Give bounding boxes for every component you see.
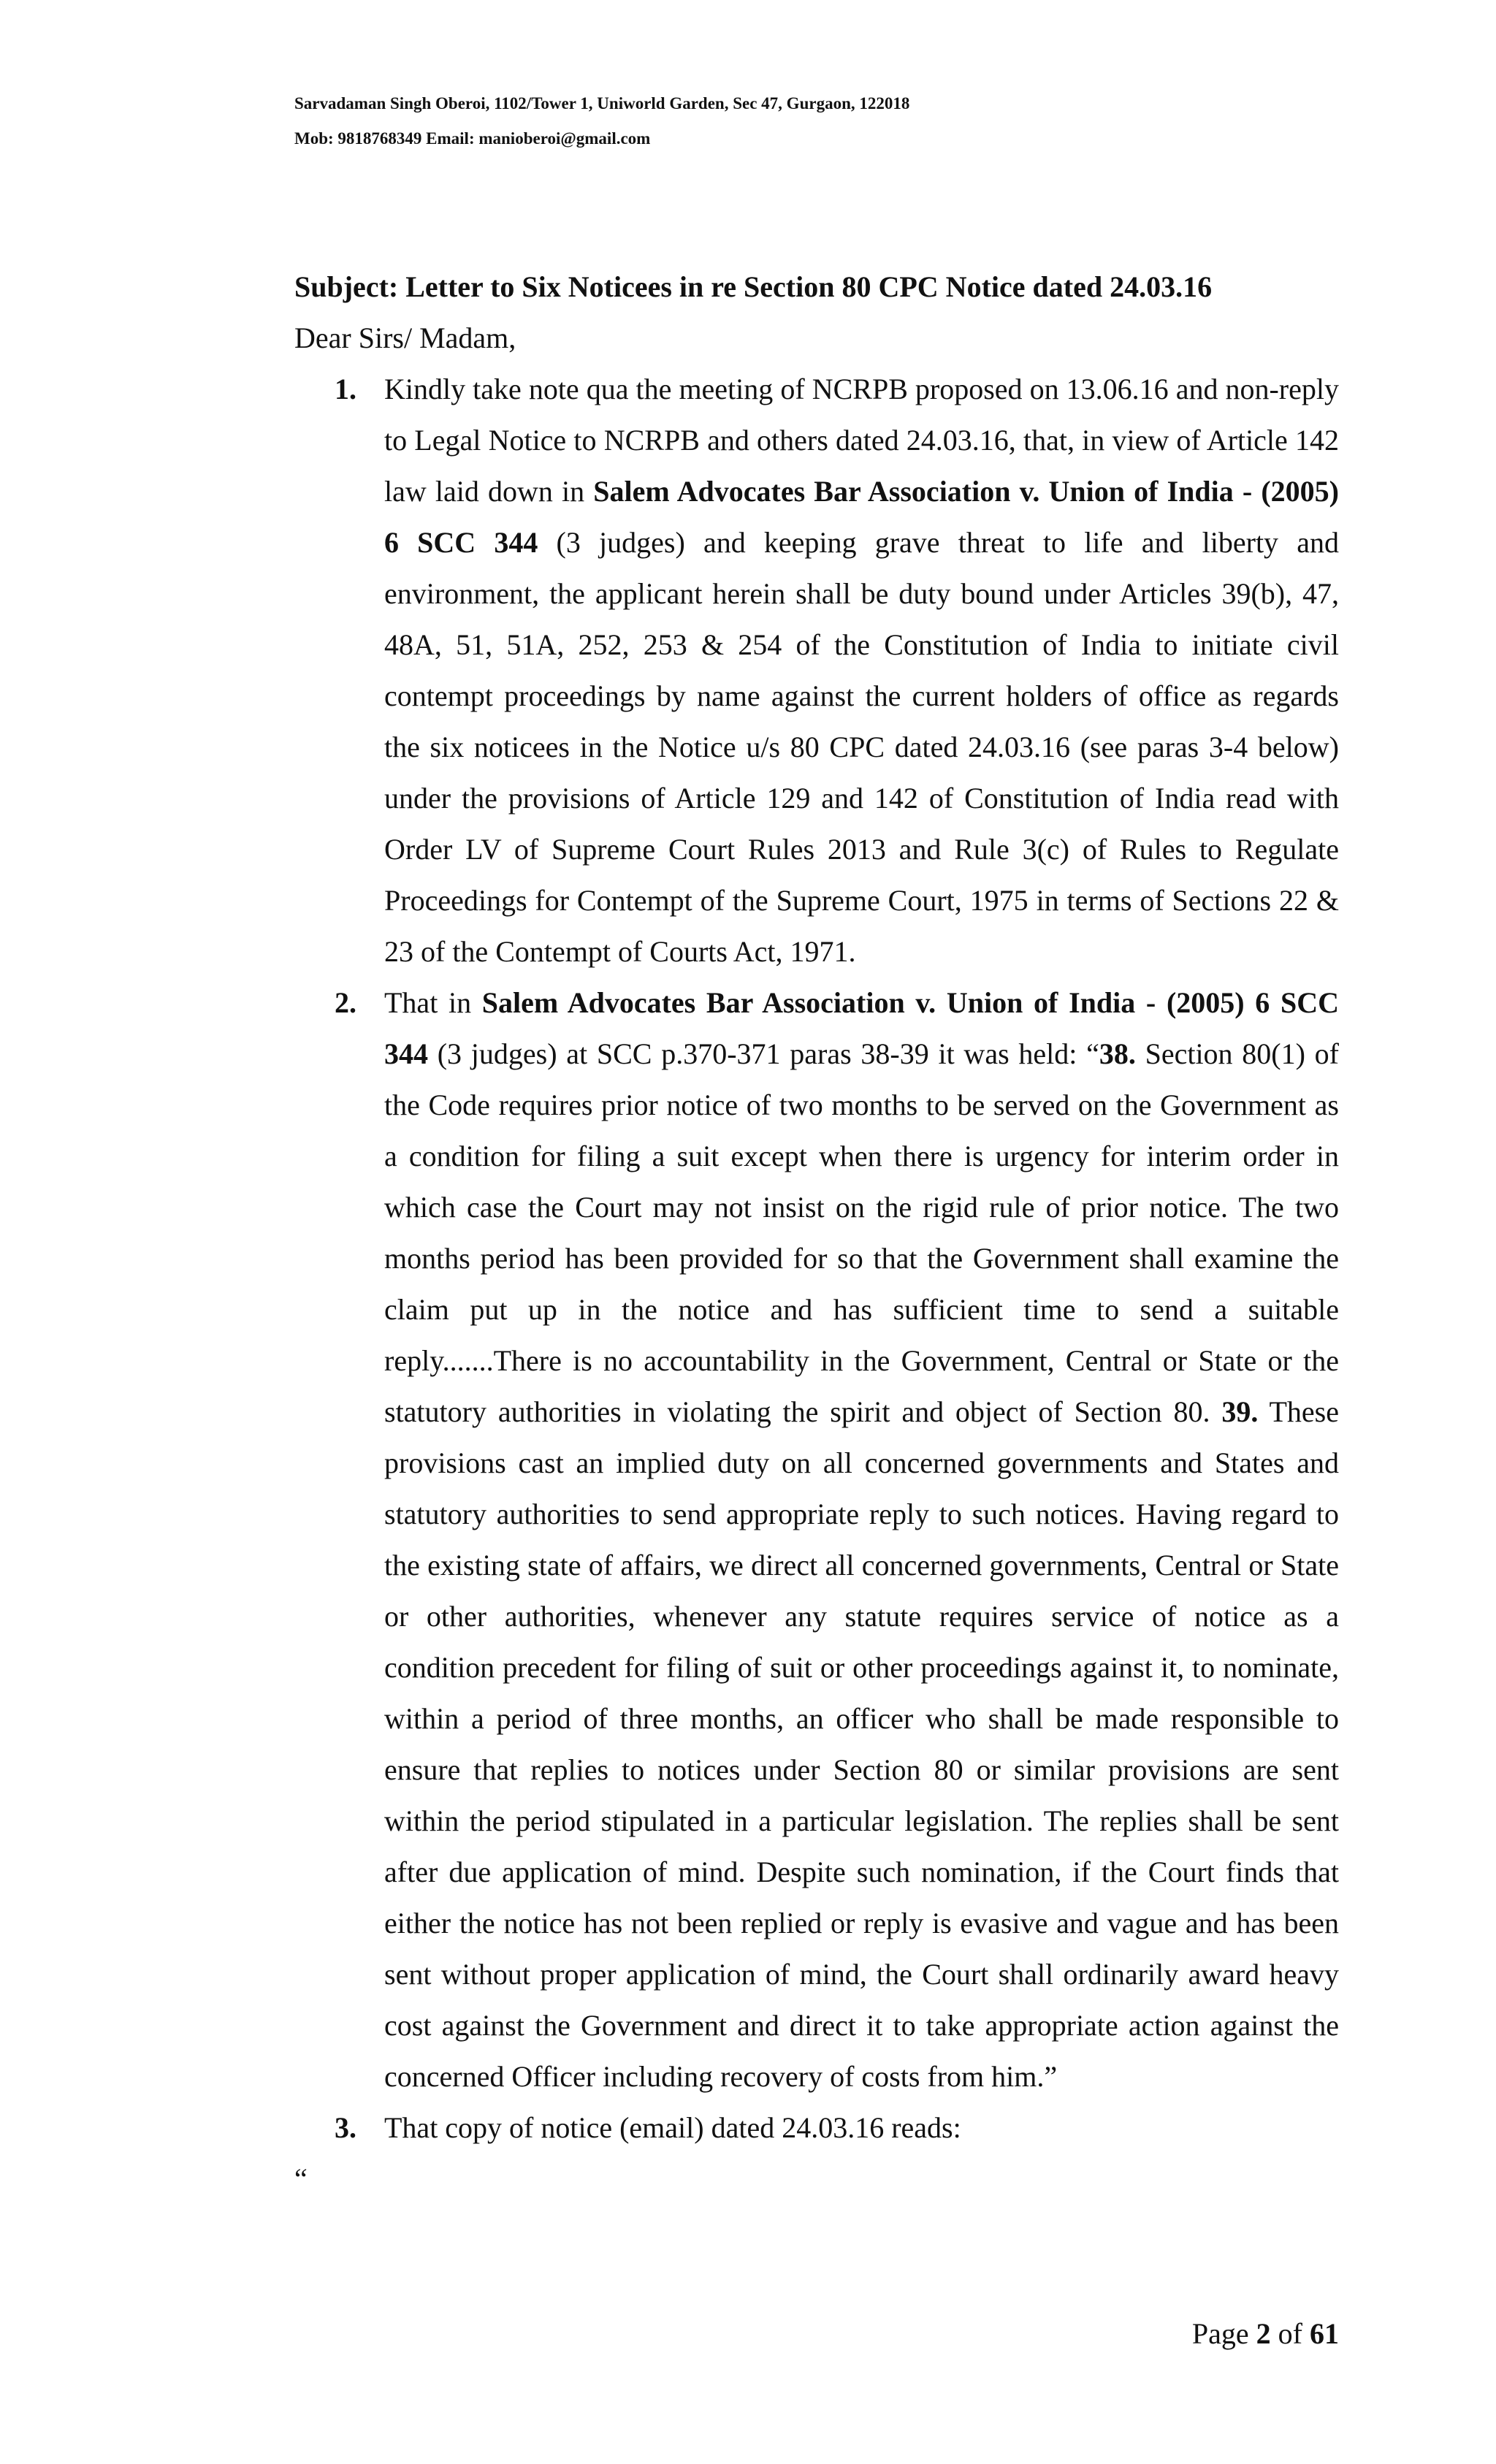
case-citation: Salem Advocates Bar Association v. Union of India - (2005) 6 SCC 344 <box>384 475 1340 559</box>
quoted-para-number: 39. <box>1221 1395 1259 1428</box>
paragraph-text: These provisions cast an implied duty on all concerned governments and States and statutory authorities to send appropriate reply to such notices. Having regard to the existing state of affairs, we direct all concerned governments, Central or State or other authorities, whenever any statute requires service of notice as a condition precedent for filing of suit or other proceedings against it, to nominate, within a period of three months, an officer who shall be made responsible to ensure that replies to notices under Section 80 or similar provisions are sent within the period stipulated in a particular legislation. The replies shall be sent after due application of mind. Despite such nomination, if the Court finds that either the notice has not been replied or reply is evasive and vague and has been sent without proper application of mind, the Court shall ordinarily award heavy cost against the Government and direct it to take appropriate action against the concerned Officer including recovery of costs from him.” <box>384 1395 1339 2093</box>
paragraph-number: 3. <box>335 2111 356 2144</box>
subject-line: Subject: Letter to Six Noticees in re Section 80 CPC Notice dated 24.03.16 <box>294 270 1213 303</box>
numbered-paragraph-3 <box>294 2102 1339 2154</box>
paragraph-number: 1. <box>335 373 356 405</box>
numbered-paragraph-2 <box>294 977 1339 2102</box>
page-label: Page <box>1191 2317 1256 2350</box>
letterhead <box>294 86 1339 156</box>
quoted-para-number: 38. <box>1099 1037 1136 1070</box>
salutation: Dear Sirs/ Madam, <box>294 321 516 354</box>
current-page: 2 <box>1256 2317 1271 2350</box>
of-label: of <box>1270 2317 1310 2350</box>
numbered-paragraph-1 <box>294 364 1339 977</box>
paragraph-text: That copy of notice (email) dated 24.03.16 reads: <box>384 2111 961 2144</box>
total-pages: 61 <box>1310 2317 1339 2350</box>
page-number <box>1154 2316 1339 2352</box>
paragraph-number: 2. <box>335 986 356 1019</box>
sender-address: Sarvadaman Singh Oberoi, 1102/Tower 1, Uniworld Garden, Sec 47, Gurgaon, 122018 <box>294 94 910 112</box>
letter-body <box>294 262 1339 2205</box>
paragraph-text: Section 80(1) of the Code requires prior notice of two months to be served on the Government as a condition for filing a suit except when there is urgency for interim order in which case the Court may not insist on the rigid rule of prior notice. The two months period has been provided for so that the Government shall examine the claim put up in the notice and has sufficient time to send a suitable reply.......There is no accountability in the Government, Central or State or the statutory authorities in violating the spirit and object of Section 80. <box>384 1037 1339 1428</box>
paragraph-text: Kindly take note qua the meeting of NCRPB proposed on 13.06.16 and non-reply to Legal Notice to NCRPB and others dated 24.03.16, that, in view of Article 142 law laid down in <box>384 373 1339 508</box>
paragraph-text: (3 judges) and keeping grave threat to life and liberty and environment, the applicant herein shall be duty bound under Articles 39(b), 47, 48A, 51, 51A, 252, 253 & 254 of the Constitution of India to initiate civil contempt proceedings by name against the current holders of office as regards the six noticees in the Notice u/s 80 CPC dated 24.03.16 (see paras 3-4 below) under the provisions of Article 129 and 142 of Constitution of India read with Order LV of Supreme Court Rules 2013 and Rule 3(c) of Rules to Regulate Proceedings for Contempt of the Supreme Court, 1975 in terms of Sections 22 & 23 of the Contempt of Courts Act, 1971. <box>384 526 1339 968</box>
paragraph-text: That in <box>384 986 482 1019</box>
opening-quote-mark: “ <box>294 2162 308 2195</box>
paragraph-text: (3 judges) at SCC p.370-371 paras 38-39 it was held: “ <box>428 1037 1099 1070</box>
sender-contact: Mob: 9818768349 Email: manioberoi@gmail.com <box>294 129 651 148</box>
case-citation: Salem Advocates Bar Association v. Union of India - (2005) 6 SCC 344 <box>384 986 1339 1070</box>
